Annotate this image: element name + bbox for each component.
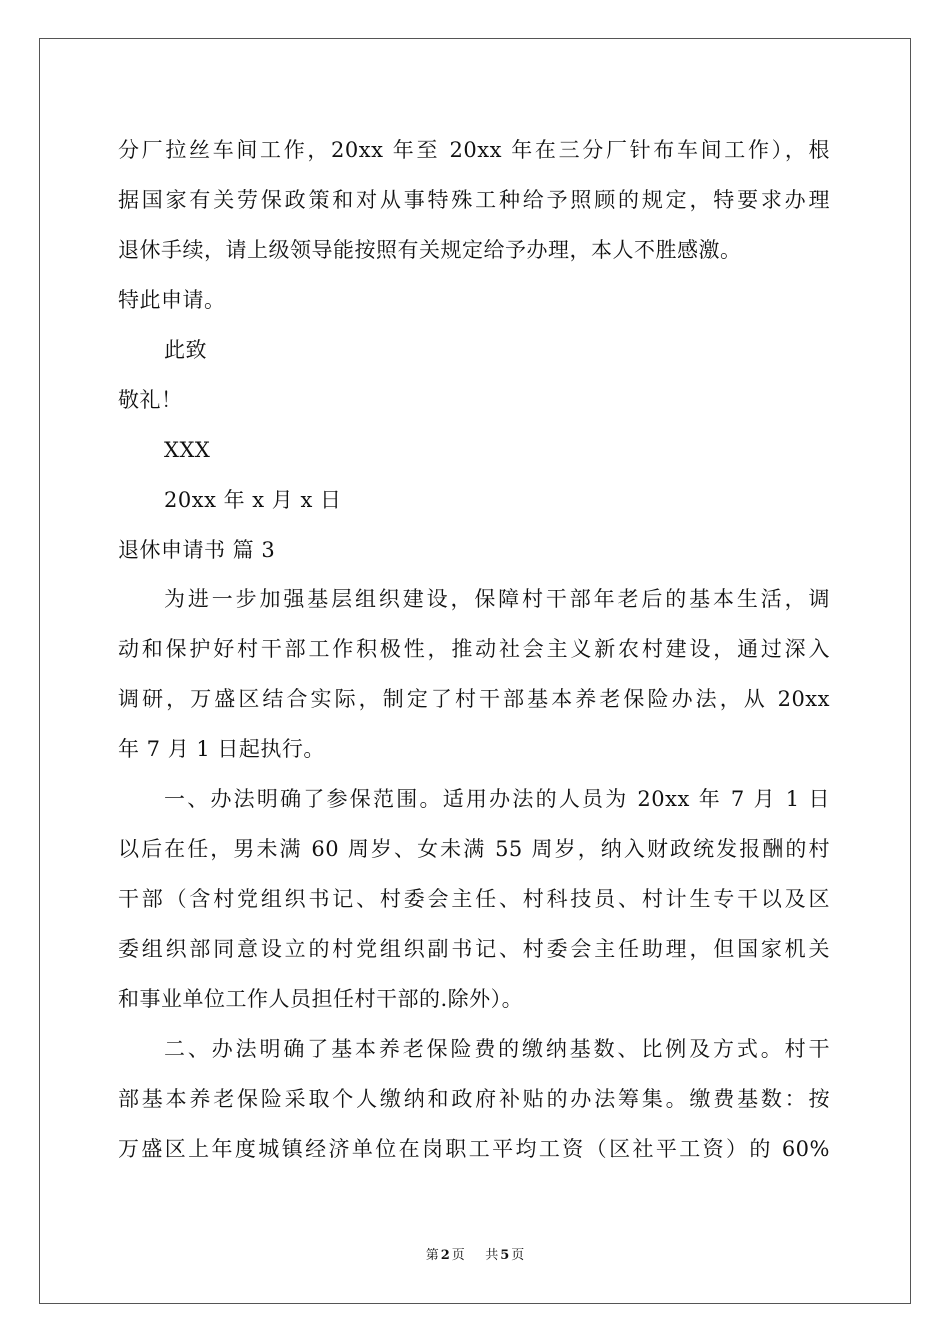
text-line: 二、办法明确了基本养老保险费的缴纳基数、比例及方式。村干 [164, 1037, 830, 1061]
text-line: 委组织部同意设立的村党组织副书记、村委会主任助理，但国家机关 [118, 937, 830, 961]
total-pages: 5 [500, 1248, 510, 1263]
total-prefix: 共 [485, 1248, 499, 1263]
total-suffix: 页 [511, 1248, 525, 1263]
signature-date: 20xx 年 x 月 x 日 [164, 488, 342, 512]
text-line: 和事业单位工作人员担任村干部的.除外）。 [118, 987, 524, 1011]
text-line: 万盛区上年度城镇经济单位在岗职工平均工资（区社平工资）的 60% [118, 1137, 830, 1161]
page-suffix: 页 [451, 1248, 465, 1263]
section-heading: 退休申请书 篇 3 [118, 538, 276, 562]
text-line: 一、办法明确了参保范围。适用办法的人员为 20xx 年 7 月 1 日 [164, 787, 830, 811]
page-number [424, 1248, 467, 1263]
text-line: 特此申请。 [118, 288, 226, 312]
page-total [483, 1248, 526, 1263]
page-prefix: 第 [425, 1248, 439, 1263]
salutation-line: 此致 [164, 338, 207, 362]
text-line: 为进一步加强基层组织建设，保障村干部年老后的基本生活，调 [164, 587, 830, 611]
current-page: 2 [440, 1248, 450, 1263]
text-line: 以后在任，男未满 60 周岁、女未满 55 周岁，纳入财政统发报酬的村 [118, 837, 830, 861]
text-line: 部基本养老保险采取个人缴纳和政府补贴的办法筹集。缴费基数：按 [118, 1087, 830, 1111]
text-line: 动和保护好村干部工作积极性，推动社会主义新农村建设，通过深入 [118, 637, 830, 661]
text-line: 退休手续，请上级领导能按照有关规定给予办理，本人不胜感激。 [118, 238, 742, 262]
salutation-line: 敬礼！ [118, 388, 183, 412]
text-line: 分厂拉丝车间工作，20xx 年至 20xx 年在三分厂针布车间工作），根 [118, 138, 830, 162]
text-line: 干部（含村党组织书记、村委会主任、村科技员、村计生专干以及区 [118, 887, 830, 911]
text-line: 年 7 月 1 日起执行。 [118, 737, 325, 761]
signature-name: XXX [164, 438, 211, 462]
text-line: 据国家有关劳保政策和对从事特殊工种给予照顾的规定，特要求办理 [118, 188, 830, 212]
page-footer [0, 1247, 950, 1265]
text-line: 调研，万盛区结合实际，制定了村干部基本养老保险办法，从 20xx [118, 687, 830, 711]
